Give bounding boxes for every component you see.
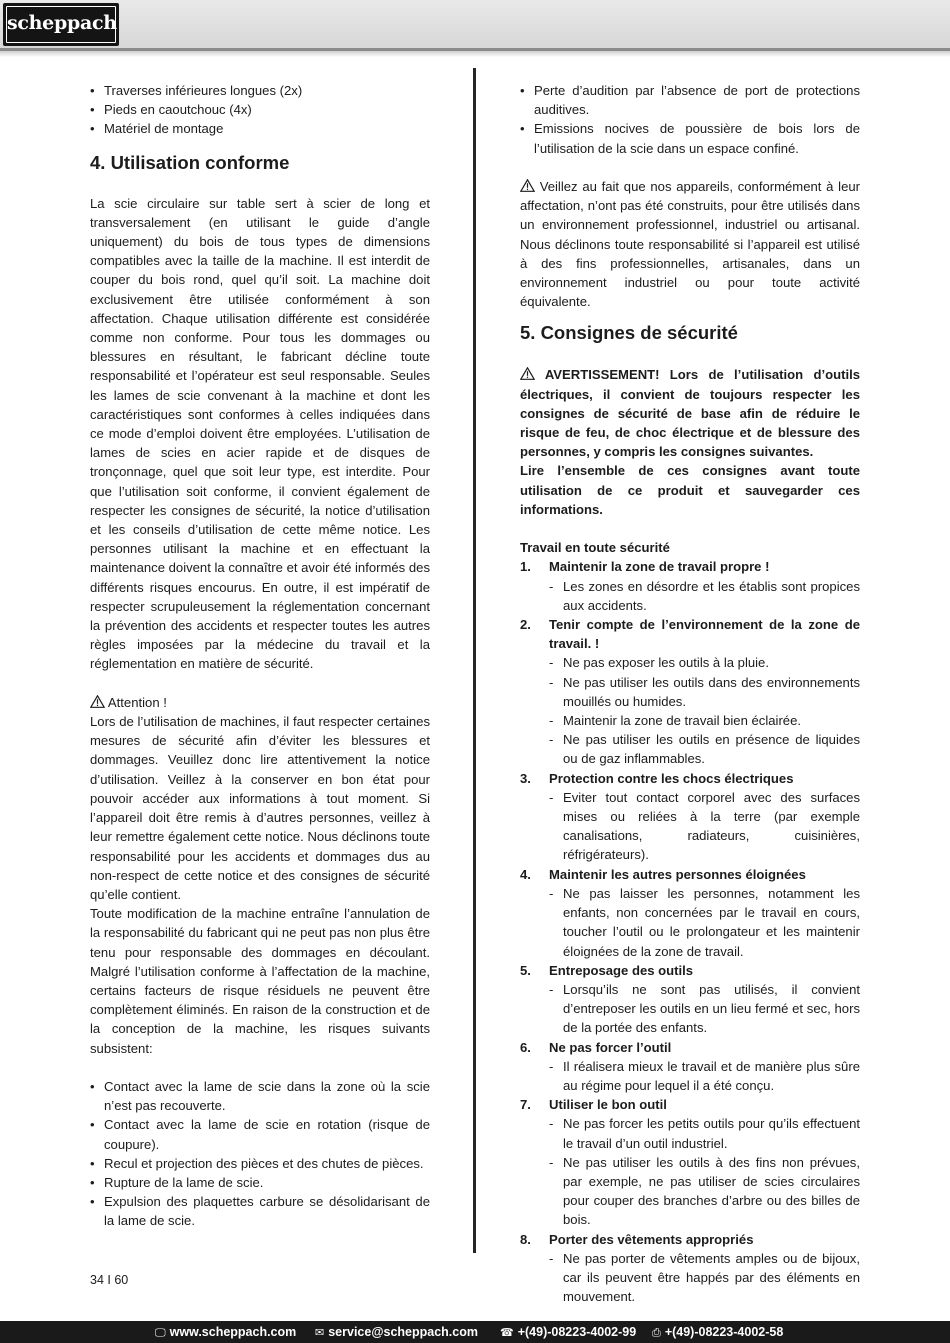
safety-item-1 bbox=[520, 557, 860, 615]
attention-label: Attention ! bbox=[90, 693, 430, 712]
footer-email[interactable]: ✉ service@scheppach.com bbox=[315, 1325, 478, 1339]
page-header bbox=[0, 0, 950, 48]
footer-phone[interactable]: ☎ +(49)-08223-4002-99 bbox=[500, 1325, 637, 1339]
footer-website[interactable]: 🖵 www.scheppach.com bbox=[155, 1325, 297, 1339]
list-item: • Rupture de la lame de scie. bbox=[90, 1174, 264, 1190]
warning-paragraph: AVERTISSEMENT! Lors de l’utilisation d’outils électriques, il convient de toujours respecter les consignes de sécurité de base afin de réduire le risque de feu, de choc électrique et de blessure des personnes, y compris les consignes suivantes. bbox=[520, 367, 860, 460]
safety-sub-item: - Ne pas utiliser les outils à des fins non prévues, par exemple, ne pas utiliser de scies circulaires pour couper des branches d’arbre ou des billes de bois. bbox=[549, 1154, 860, 1228]
attention-paragraph: Lors de l’utilisation de machines, il faut respecter certaines mesures de sécurité afin d’éviter les blessures et dommages. Veuillez donc lire attentivement la notice d’utilisation. Veillez à la conserver en bon état pour pouvoir accéder aux informations à tout moment. Si l’appareil doit être remis à d’autres personnes, veillez à leur remettre également cette notice. Nous déclinons toute responsabilité pour les accidents et dommages dus au non-respect de cette notice et des consignes de sécurité qu’elle contient. bbox=[90, 714, 430, 902]
safety-item-4 bbox=[520, 865, 860, 961]
section-4-paragraph: La scie circulaire sur table sert à scier de long et transversalement (en utilisant le guide d’angle uniquement) du bois de tous types de dimensions compatibles avec la taille de la machine. Il est interdit de couper du bois rond, quel qu’il soit. La machine doit exclusivement être utilisée conformément à son affectation. Chaque utilisation différente est considérée comme non conforme. Pour tous les dommages ou blessures en résultant, le fabricant décline toute responsabilité et l’opérateur est seul responsable. Seules les lames de scie convenant à la machine et dont les caractéristiques sont conformes à celles indiquées dans ce mode d’emploi doivent être employées. L’utilisation de lames de scies en acier rapide et de disques de tronçonnage, quel que soit leur type, est interdite. Pour que l’utilisation soit conforme, il convient également de respecter les consignes de sécurité, la notice d’utilisation et les conseils d’utilisation de cette même notice. Les personnes utilisant la machine et en effectuant la maintenance doivent la connaître et avoir été informés des différents risques encourus. En outre, il est impératif de respecter scrupuleusement la réglementation concernant la prévention des accidents et respecter toutes les autres règles imposées par la médecine du travail et la réglementation en matière de sécurité. bbox=[90, 195, 430, 672]
page-number: 34 I 60 bbox=[90, 1273, 129, 1287]
safety-sub-item: - Ne pas laisser les personnes, notamment les enfants, non concernées par le travail en cours, toucher l’outil ou le prolongateur et les maintenir éloignées de la zone de travail. bbox=[549, 885, 860, 959]
safety-item-title: 4. Maintenir les autres personnes éloignées bbox=[520, 866, 806, 882]
warning-icon bbox=[90, 695, 105, 708]
safety-sub-item: - Lorsqu’ils ne sont pas utilisés, il convient d’entreposer les outils en un lieu fermé et sec, hors de la portée des enfants. bbox=[549, 981, 860, 1036]
column-divider bbox=[473, 68, 476, 1253]
parts-list bbox=[90, 81, 430, 139]
safety-item-7 bbox=[520, 1095, 860, 1229]
professional-use-note: Veillez au fait que nos appareils, conformément à leur affectation, n’ont pas été construits, pour être utilisés dans un environnement professionnel, industriel ou artisanal. Nous déclinons toute responsabilité si l’appareil est utilisé à des fins professionnelles, artisanales, dans un environnement industriel ou pour toute activité équivalente. bbox=[520, 179, 860, 310]
phone-icon: ☎ bbox=[500, 1327, 514, 1339]
footer-fax[interactable]: ⎙ +(49)-08223-4002-58 bbox=[652, 1325, 784, 1339]
safety-sub-item: - Les zones en désordre et les établis sont propices aux accidents. bbox=[549, 578, 860, 613]
safe-work-heading: Travail en toute sécurité bbox=[520, 540, 670, 556]
computer-icon: 🖵 bbox=[155, 1327, 166, 1339]
safety-item-8 bbox=[520, 1230, 860, 1307]
left-column bbox=[90, 81, 430, 1231]
warning-icon bbox=[520, 367, 535, 380]
safety-item-2 bbox=[520, 615, 860, 769]
warning-icon bbox=[520, 179, 535, 192]
safety-sub-item: - Ne pas forcer les petits outils pour qu’ils effectuent le travail d’un outil industriel. bbox=[549, 1116, 860, 1151]
list-item: • Pieds en caoutchouc (4x) bbox=[90, 102, 252, 118]
section-5-heading: 5. Consignes de sécurité bbox=[520, 322, 738, 344]
safety-sub-item: - Ne pas utiliser les outils dans des environnements mouillés ou humides. bbox=[549, 674, 860, 709]
safety-item-title: 1. Maintenir la zone de travail propre ! bbox=[520, 559, 770, 575]
right-column bbox=[520, 81, 860, 1306]
list-item: • Contact avec la lame de scie dans la zone où la scie n’est pas recouverte. bbox=[90, 1078, 430, 1114]
modification-paragraph: Toute modification de la machine entraîne l’annulation de la responsabilité du fabricant qui ne peut pas non plus être tenu pour responsable des dommages en découlant. Malgré l’utilisation conforme à l’affectation de la machine, certains facteurs de risque résiduels ne peuvent être complètement éliminés. En raison de la construction et de la conception de la machine, les risques suivants subsistent: bbox=[90, 906, 430, 1056]
read-instructions-paragraph: Lire l’ensemble de ces consignes avant toute utilisation de ce produit et sauvegarder ces informations. bbox=[520, 463, 860, 517]
safety-item-5 bbox=[520, 961, 860, 1038]
list-item: • Recul et projection des pièces et des chutes de pièces. bbox=[90, 1155, 424, 1171]
safety-item-title: 5. Entreposage des outils bbox=[520, 962, 694, 978]
safety-item-title: 6. Ne pas forcer l’outil bbox=[520, 1039, 672, 1055]
risks-list bbox=[90, 1077, 430, 1231]
section-4-heading: 4. Utilisation conforme bbox=[90, 151, 290, 173]
list-item: • Matériel de montage bbox=[90, 121, 224, 137]
safety-sub-item: - Ne pas porter de vêtements amples ou de bijoux, car ils peuvent être happés par des éléments en mouvement. bbox=[549, 1250, 860, 1305]
list-item: • Perte d’audition par l’absence de port de protections auditives. bbox=[520, 83, 860, 118]
safety-sub-item: - Ne pas exposer les outils à la pluie. bbox=[549, 655, 769, 671]
safety-sub-item: - Eviter tout contact corporel avec des surfaces mises ou reliées à la terre (par exemple canalisations, radiateurs, cuisinières, réfrigérateurs). bbox=[549, 789, 860, 863]
header-shadow bbox=[0, 51, 950, 57]
safety-sub-item: - Il réalisera mieux le travail et de manière plus sûre au régime pour lequel il a été conçu. bbox=[549, 1058, 860, 1093]
list-item: • Contact avec la lame de scie en rotation (risque de coupure). bbox=[90, 1117, 430, 1152]
brand-logo bbox=[3, 3, 119, 46]
safety-sub-item: - Ne pas utiliser les outils en présence de liquides ou de gaz inflammables. bbox=[549, 732, 860, 767]
fax-icon: ⎙ bbox=[652, 1327, 661, 1339]
page-footer bbox=[0, 1321, 950, 1343]
safety-item-title: 7. Utiliser le bon outil bbox=[520, 1097, 667, 1113]
safety-item-title: 2. Tenir compte de l’environnement de la zone de travail. ! bbox=[520, 617, 860, 652]
risks-list-continued bbox=[520, 81, 860, 158]
brand-logo-text: scheppach bbox=[6, 6, 116, 43]
safety-item-title: 8. Porter des vêtements appropriés bbox=[520, 1231, 754, 1247]
list-item: • Emissions nocives de poussière de bois lors de l’utilisation de la scie dans un espace confiné. bbox=[520, 121, 860, 156]
list-item: • Traverses inférieures longues (2x) bbox=[90, 83, 303, 98]
safety-item-3 bbox=[520, 769, 860, 865]
list-item: • Expulsion des plaquettes carbure se désolidarisant de la lame de scie. bbox=[90, 1194, 430, 1229]
safety-item-6 bbox=[520, 1038, 860, 1096]
safety-item-title: 3. Protection contre les chocs électriques bbox=[520, 770, 794, 786]
mail-icon: ✉ bbox=[315, 1327, 325, 1339]
safety-sub-item: - Maintenir la zone de travail bien éclairée. bbox=[549, 713, 802, 729]
